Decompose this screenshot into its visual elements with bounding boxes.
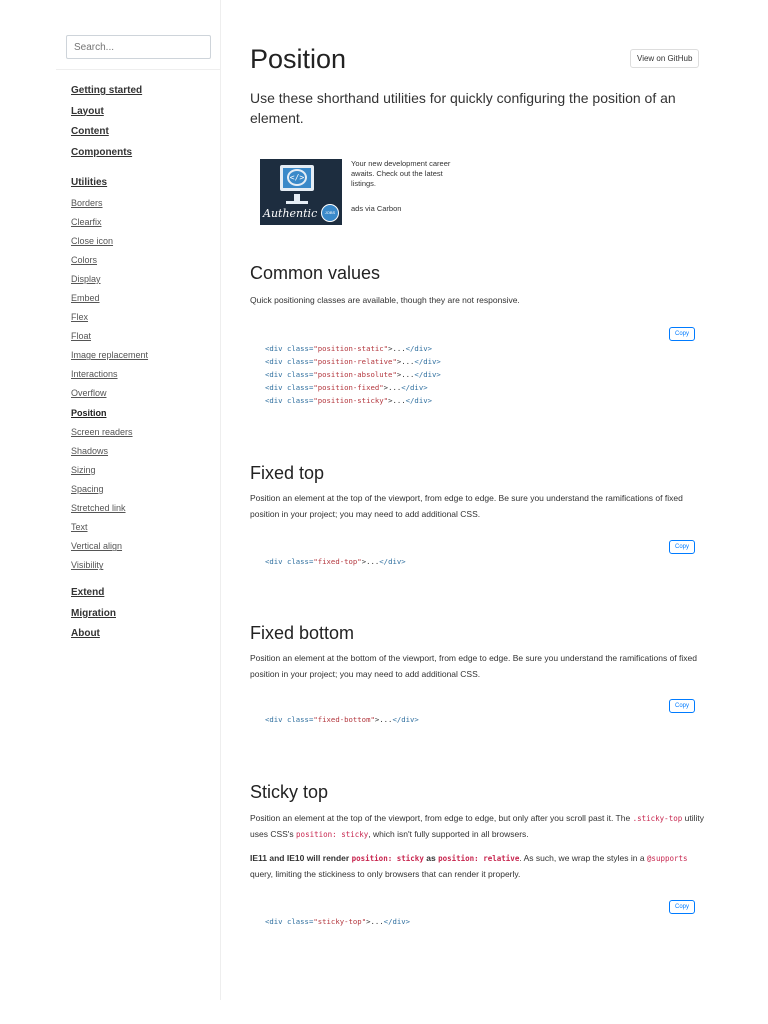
inline-code: position: sticky	[296, 829, 369, 839]
nav-sub-borders[interactable]: Borders	[71, 197, 103, 208]
page-title: Position	[250, 44, 347, 74]
section-text-sticky-top: Position an element at the top of the viewport, from edge to edge, but only after you scroll past it. The .sticky-top utility uses CSS's position: sticky, which isn't fully supported in all browsers.	[250, 813, 704, 839]
copy-button[interactable]: Copy	[669, 327, 695, 341]
code-block-common-values	[265, 342, 441, 407]
inline-code: position: sticky	[351, 854, 424, 863]
section-text-common-values: Quick positioning classes are available, though they are not responsive.	[250, 295, 520, 305]
nav-link-utilities[interactable]: Utilities	[71, 177, 108, 188]
divider	[56, 69, 220, 70]
nav-sub-display[interactable]: Display	[71, 273, 101, 284]
code-icon: </>	[287, 169, 307, 186]
copy-button[interactable]: Copy	[669, 540, 695, 554]
utilities-sublist	[71, 197, 211, 579]
page-lead: Use these shorthand utilities for quickly configuring the position of an element.	[250, 90, 676, 126]
sidebar	[0, 0, 221, 1000]
nav-bottom-group	[71, 586, 211, 648]
code-line: <div class="position-sticky">...</div>	[265, 396, 432, 405]
nav-sub-close-icon[interactable]: Close icon	[71, 235, 114, 246]
nav-sub-text[interactable]: Text	[71, 522, 88, 533]
nav-sub-stretched-link[interactable]: Stretched link	[71, 503, 126, 513]
nav-sub-image-replacement[interactable]: Image replacement	[71, 350, 149, 361]
nav-sub-interactions[interactable]: Interactions	[71, 369, 118, 380]
ad-text[interactable]: Your new development career awaits. Check out the latest listings.	[351, 159, 451, 188]
section-heading-fixed-top: Fixed top	[250, 463, 325, 483]
section-text-fixed-bottom: Position an element at the bottom of the viewport, from edge to edge. Be sure you understand the ramifications of fixed position in your project; you may need to add additional CSS.	[250, 653, 697, 679]
inline-code: @supports	[646, 854, 688, 863]
nav-sub-shadows[interactable]: Shadows	[71, 445, 109, 456]
nav-sub-sizing[interactable]: Sizing	[71, 464, 96, 475]
search-input[interactable]	[66, 35, 211, 59]
sidebar-nav	[71, 84, 211, 648]
code-block-fixed-top: <div class="fixed-top">...</div>	[265, 557, 406, 566]
nav-sub-flex[interactable]: Flex	[71, 312, 89, 323]
nav-link-migration[interactable]: Migration	[71, 607, 116, 619]
nav-sub-spacing[interactable]: Spacing	[71, 483, 104, 494]
section-heading-common-values: Common values	[250, 263, 381, 283]
nav-sub-overflow[interactable]: Overflow	[71, 388, 107, 399]
nav-sub-float[interactable]: Float	[71, 331, 92, 342]
monitor-base	[286, 201, 308, 204]
ad-image[interactable]	[260, 159, 342, 225]
nav-sub-position[interactable]: Position	[71, 407, 107, 418]
nav-sub-visibility[interactable]: Visibility	[71, 560, 104, 571]
nav-link-about[interactable]: About	[71, 628, 100, 640]
code-line: <div class="position-relative">...</div>	[265, 357, 441, 366]
code-block-sticky-top: <div class="sticky-top">...</div>	[265, 917, 411, 926]
section-note-sticky-top: IE11 and IE10 will render position: sticky as position: relative. As such, we wrap the styles in a @supports query, limiting the stickiness to only browsers that can render it properly.	[250, 853, 688, 879]
nav-sub-vertical-align[interactable]: Vertical align	[71, 541, 123, 552]
copy-button[interactable]: Copy	[669, 699, 695, 713]
nav-link-layout[interactable]: Layout	[71, 105, 104, 117]
nav-sub-screen-readers[interactable]: Screen readers	[71, 426, 133, 437]
code-line: <div class="position-absolute">...</div>	[265, 370, 441, 379]
ad-brand-logo: Authentic	[263, 207, 318, 220]
nav-sub-clearfix[interactable]: Clearfix	[71, 216, 102, 227]
section-heading-sticky-top: Sticky top	[250, 782, 329, 802]
nav-sub-colors[interactable]: Colors	[71, 254, 98, 265]
nav-link-components[interactable]: Components	[71, 146, 133, 158]
nav-link-content[interactable]: Content	[71, 126, 109, 137]
nav-link-getting-started[interactable]: Getting started	[71, 85, 143, 96]
ad-badge: JOBS	[321, 204, 339, 222]
nav-sub-embed[interactable]: Embed	[71, 292, 100, 303]
code-line: <div class="position-fixed">...</div>	[265, 383, 428, 392]
section-text-fixed-top: Position an element at the top of the viewport, from edge to edge. Be sure you understand the ramifications of fixed position in your project; you may need to add additional CSS.	[250, 493, 683, 519]
monitor-stand	[294, 194, 300, 201]
nav-link-extend[interactable]: Extend	[71, 587, 105, 599]
code-line: <div class="position-static">...</div>	[265, 344, 432, 353]
ad-via-link[interactable]: ads via Carbon	[351, 204, 402, 213]
section-heading-fixed-bottom: Fixed bottom	[250, 623, 355, 643]
copy-button[interactable]: Copy	[669, 900, 695, 914]
view-on-github-button[interactable]: View on GitHub	[630, 49, 699, 68]
inline-code: position: relative	[438, 854, 520, 863]
code-block-fixed-bottom: <div class="fixed-bottom">...</div>	[265, 715, 419, 724]
inline-code: .sticky-top	[632, 814, 683, 823]
